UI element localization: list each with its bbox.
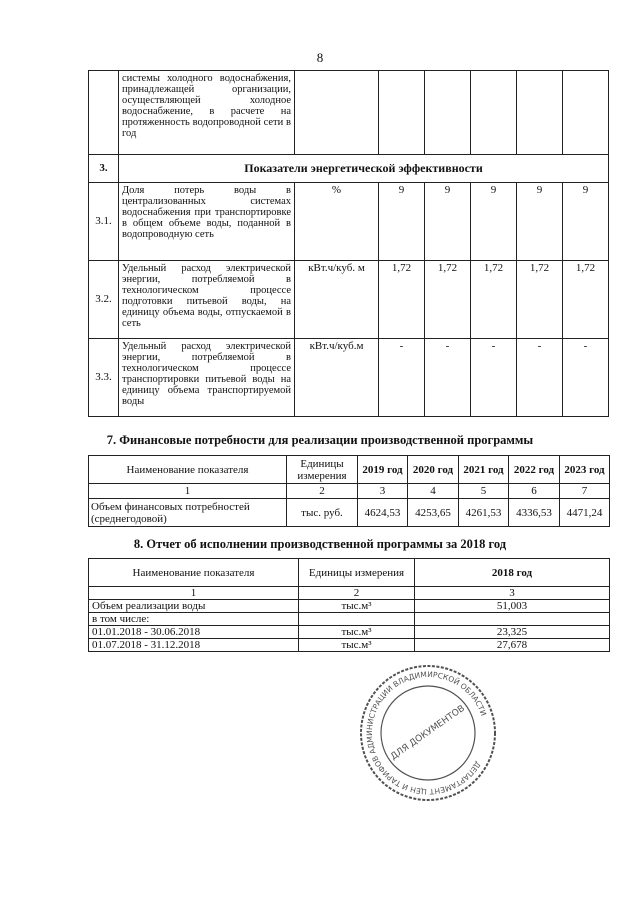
unit-cell: тыс.м³ xyxy=(299,600,415,613)
value-cell: 1,72 xyxy=(471,261,517,339)
financial-needs-table xyxy=(88,455,610,527)
section-row xyxy=(89,155,609,183)
index-cell: 6 xyxy=(509,484,560,499)
indicator-name: Объем реализации воды xyxy=(89,600,299,613)
column-header: 2023 год xyxy=(560,456,610,484)
column-header: Единицы измерения xyxy=(299,559,415,587)
value-cell: 4624,53 xyxy=(358,499,408,527)
value-cell: 9 xyxy=(563,183,609,261)
index-cell: 5 xyxy=(459,484,509,499)
value-cell: 9 xyxy=(517,183,563,261)
table-header-row xyxy=(89,559,610,587)
index-cell: 4 xyxy=(408,484,459,499)
unit-cell xyxy=(299,613,415,626)
value-cell xyxy=(425,71,471,155)
unit-cell: тыс.м³ xyxy=(299,626,415,639)
value-cell xyxy=(379,71,425,155)
indicator-name: 01.07.2018 - 31.12.2018 xyxy=(89,639,299,652)
value-cell: 4471,24 xyxy=(560,499,610,527)
indicator-name: 01.01.2018 - 30.06.2018 xyxy=(89,626,299,639)
column-header: 2018 год xyxy=(415,559,610,587)
page-number: 8 xyxy=(316,50,324,65)
value-cell: 1,72 xyxy=(563,261,609,339)
value-cell: - xyxy=(471,339,517,417)
column-header: 2022 год xyxy=(509,456,560,484)
column-header: Наименование показателя xyxy=(89,456,287,484)
section-8-heading: 8. Отчет об исполнении производственной программы за 2018 год xyxy=(133,537,507,551)
index-cell: 3 xyxy=(415,587,610,600)
value-cell xyxy=(517,71,563,155)
indicators-table xyxy=(88,70,609,417)
column-header: Наименование показателя xyxy=(89,559,299,587)
value-cell xyxy=(563,71,609,155)
column-header: 2020 год xyxy=(408,456,459,484)
table-row xyxy=(89,183,609,261)
index-cell: 2 xyxy=(299,587,415,600)
value-cell: 4336,53 xyxy=(509,499,560,527)
section-number: 3. xyxy=(89,155,119,183)
value-cell: - xyxy=(563,339,609,417)
value-cell: - xyxy=(425,339,471,417)
value-cell: 23,325 xyxy=(415,626,610,639)
column-header: Единицы измерения xyxy=(287,456,358,484)
stamp-center-text: ДЛЯ ДОКУМЕНТОВ xyxy=(389,703,467,763)
table-header-row xyxy=(89,456,610,484)
indicator-description: Удельный расход электрической энергии, потребляемой в технологическом процессе подготовки питьевой воды, на единицу объема воды, отпускаемой в сеть xyxy=(119,261,295,339)
table-index-row xyxy=(89,587,610,600)
value-cell: 1,72 xyxy=(425,261,471,339)
row-number: 3.2. xyxy=(89,261,119,339)
table-row xyxy=(89,339,609,417)
index-cell: 2 xyxy=(287,484,358,499)
index-cell: 3 xyxy=(358,484,408,499)
indicator-description: Доля потерь воды в централизованных системах водоснабжения при транспортировке в общем объеме воды, поданной в водопроводную сеть xyxy=(119,183,295,261)
index-cell: 1 xyxy=(89,587,299,600)
row-number-cell xyxy=(89,71,119,155)
unit-cell xyxy=(295,71,379,155)
table-row xyxy=(89,639,610,652)
value-cell: 1,72 xyxy=(379,261,425,339)
table-row xyxy=(89,626,610,639)
section-7-heading: 7. Финансовые потребности для реализации производственной программы xyxy=(106,433,534,447)
value-cell: - xyxy=(517,339,563,417)
table-row xyxy=(89,613,610,626)
value-cell: 9 xyxy=(425,183,471,261)
index-cell: 1 xyxy=(89,484,287,499)
indicator-name: в том числе: xyxy=(89,613,299,626)
unit-cell: тыс.м³ xyxy=(299,639,415,652)
row-number: 3.3. xyxy=(89,339,119,417)
value-cell: - xyxy=(379,339,425,417)
value-cell: 51,003 xyxy=(415,600,610,613)
column-header: 2021 год xyxy=(459,456,509,484)
value-cell: 1,72 xyxy=(517,261,563,339)
table-row xyxy=(89,600,610,613)
unit-cell: тыс. руб. xyxy=(287,499,358,527)
indicator-name: Объем финансовых потребностей (среднегодовой) xyxy=(89,499,287,527)
row-number: 3.1. xyxy=(89,183,119,261)
report-table xyxy=(88,558,610,652)
value-cell xyxy=(415,613,610,626)
value-cell: 4253,65 xyxy=(408,499,459,527)
table-index-row xyxy=(89,484,610,499)
indicator-description: Удельный расход электрической энергии, потребляемой в технологическом процессе транспортировки питьевой воды на единицу объема транспортируемой воды xyxy=(119,339,295,417)
unit-cell: % xyxy=(295,183,379,261)
table-row xyxy=(89,261,609,339)
official-stamp xyxy=(358,663,498,803)
section-title: Показатели энергетической эффективности xyxy=(119,155,609,183)
stamp-ring-text: ДЕПАРТАМЕНТ ЦЕН И ТАРИФОВ АДМИНИСТРАЦИИ ВЛАДИМИРСКОЙ ОБЛАСТИ xyxy=(364,669,489,797)
value-cell: 27,678 xyxy=(415,639,610,652)
value-cell: 9 xyxy=(471,183,517,261)
unit-cell: кВт.ч/куб.м xyxy=(295,339,379,417)
table-row xyxy=(89,499,610,527)
value-cell: 9 xyxy=(379,183,425,261)
indicator-description: системы холодного водоснабжения, принадлежащей организации, осуществляющей холодное водоснабжение, в расчете на протяженность водопроводной сети в год xyxy=(119,71,295,155)
value-cell: 4261,53 xyxy=(459,499,509,527)
value-cell xyxy=(471,71,517,155)
table-row xyxy=(89,71,609,155)
column-header: 2019 год xyxy=(358,456,408,484)
index-cell: 7 xyxy=(560,484,610,499)
unit-cell: кВт.ч/куб. м xyxy=(295,261,379,339)
